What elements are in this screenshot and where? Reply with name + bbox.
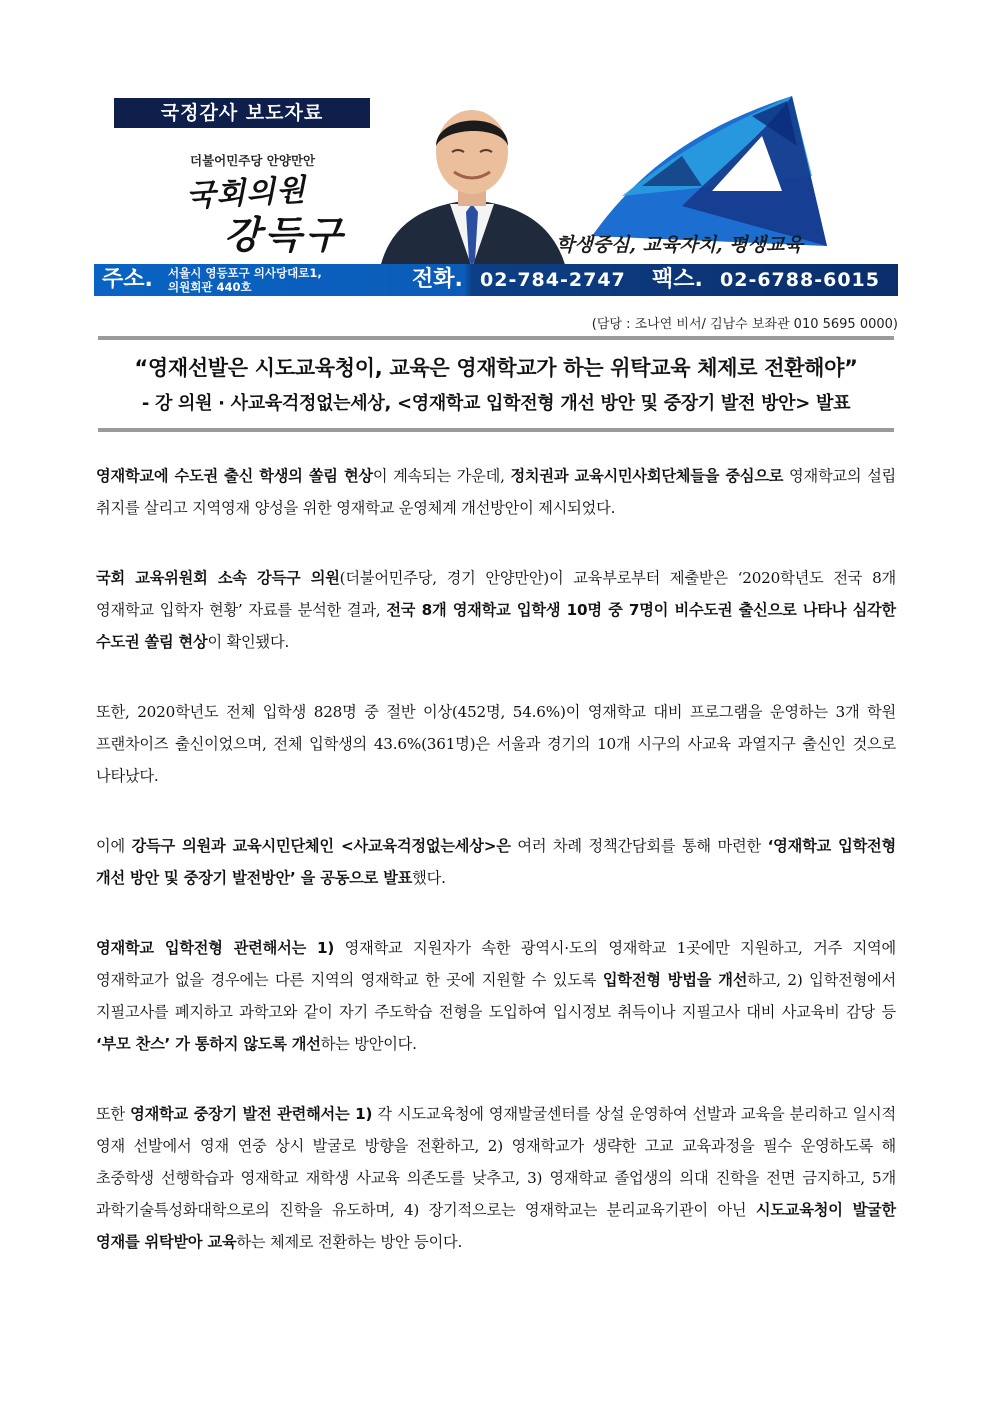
text: 또한, 2020학년도 전체 입학생 828명 중 절반 이상(452명, 54.6%)이 영재학교 대비 프로그램을 운영하는 3개 학원 프랜차이즈 출신이었으며, 전체 입학생의 43.6%(361명)은 서울과 경기의 10개 시구의 사교육 과열지구 출신인 것으로 나타났다.: [96, 703, 896, 785]
press-release-tag: 국정감사 보도자료: [114, 98, 370, 128]
text: 또한: [96, 1105, 131, 1123]
emphasis: 강득구 의원과 교육시민단체인 <사교육걱정없는세상>은: [131, 837, 511, 855]
emphasis: ‘영재학교 입학전형 개선 방안 및 중장기 발전방안’ 을 공동으로 발표: [96, 837, 896, 887]
party-affiliation: 더불어민주당 안양만안: [190, 153, 316, 168]
press-release-banner: [94, 96, 898, 298]
paragraph-4: [96, 830, 896, 894]
address-label: 주소.: [102, 267, 153, 292]
fax-number: 02-6788-6015: [720, 269, 880, 291]
paragraph-3: [96, 696, 896, 792]
text: 이 확인됐다.: [207, 633, 290, 651]
text: 영재학교 지원자가 속한 광역시·도의 영재학교 1곳에만 지원하고, 거주 지역에 영재학교가 없을 경우에는 다른 지역의 영재학교 한 곳에 지원할 수 있도록: [96, 939, 896, 989]
address-line-1: 서울시 영등포구 의사당대로1,: [168, 266, 322, 280]
emphasis: 시도교육청이 발굴한 영재를 위탁받아 교육: [96, 1201, 896, 1251]
party-flag-logo: [582, 96, 882, 246]
paragraph-6: [96, 1098, 896, 1258]
staff-contact: (담당 : 조나연 비서/ 김남수 보좌관 010 5695 0000): [591, 317, 898, 332]
text: 이에: [96, 837, 132, 855]
phone-label: 전화.: [412, 267, 463, 292]
paragraph-5: [96, 932, 896, 1060]
text: (더불어민주당, 경기 안양만안)이 교육부로부터 제출받은 ‘2020학년도 전국 8개 영재학교 입학자 현황’ 자료를 분석한 결과,: [96, 569, 897, 619]
text: 영재학교의 설립 취지를 살리고 지역영재 양성을 위한 영재학교 운영체계 개선방안이 제시되었다.: [96, 467, 897, 517]
text: 하고, 2) 입학전형에서 지필고사를 폐지하고 과학고와 같이 자기 주도학습 전형을 도입하여 입시정보 취득이나 지필고사 대비 사교육비 감당 등: [96, 971, 896, 1021]
office-address: [168, 266, 322, 294]
text: 이 계속되는 가운데,: [372, 467, 511, 485]
member-portrait: [362, 100, 582, 268]
emphasis: 전국 8개 영재학교 입학생 10명 중 7명이 비수도권 출신으로 나타나 심각한 수도권 쏠림 현상: [96, 601, 897, 651]
bottom-divider: [98, 428, 894, 432]
text: 했다.: [412, 869, 446, 887]
emphasis: 영재학교 중장기 발전 관련해서는 1): [130, 1105, 373, 1123]
top-divider: [98, 336, 894, 340]
text: 하는 방안이다.: [320, 1035, 417, 1053]
headline: “영재선발은 시도교육청이, 교육은 영재학교가 하는 위탁교육 체제로 전환해야”: [134, 356, 858, 380]
address-line-2: 의원회관 440호: [168, 280, 252, 294]
article-body: [96, 460, 896, 1296]
paragraph-2: [96, 562, 896, 658]
fax-label: 팩스.: [652, 267, 703, 292]
member-name: 강득구: [224, 212, 347, 257]
emphasis: ‘부모 찬스’ 가 통하지 않도록 개선: [96, 1035, 321, 1053]
text: 하는 체제로 전환하는 방안 등이다.: [236, 1233, 463, 1251]
emphasis: 국회 교육위원회 소속 강득구 의원: [96, 569, 340, 587]
emphasis: 영재학교에 수도권 출신 학생의 쏠림 현상: [96, 467, 373, 485]
sub-headline: - 강 의원 · 사교육걱정없는세상, <영재학교 입학전형 개선 방안 및 중장기 발전 방안> 발표: [141, 393, 851, 414]
phone-number: 02-784-2747: [480, 269, 626, 291]
emphasis: 입학전형 방법을 개선: [602, 971, 748, 989]
contact-info-bar: [94, 264, 898, 296]
emphasis: 영재학교 입학전형 관련해서는 1): [96, 939, 335, 957]
member-title: 국회의원: [185, 172, 307, 215]
emphasis: 정치권과 교육시민사회단체들을 중심으로: [510, 467, 784, 485]
text: 각 시도교육청에 영재발굴센터를 상설 운영하여 선발과 교육을 분리하고 일시적 영재 선발에서 영재 연중 상시 발굴로 방향을 전환하고, 2) 영재학교가 생략한 고교 교육과정을 필수 운영하도록 해 초중학생 선행학습과 영재학교 재학생 사교육 의존도를 낮추고, 3) 영재학교 졸업생의 의대 진학을 전면 금지하고, 5개 과학기술특성화대학으로의 진학을 유도하며, 4) 장기적으로는 영재학교는 분리교육기관이 아닌: [96, 1105, 896, 1219]
paragraph-1: [96, 460, 896, 524]
text: 여러 차례 정책간담회를 통해 마련한: [510, 837, 768, 855]
slogan: 학생중심, 교육자치, 평생교육: [556, 234, 803, 256]
